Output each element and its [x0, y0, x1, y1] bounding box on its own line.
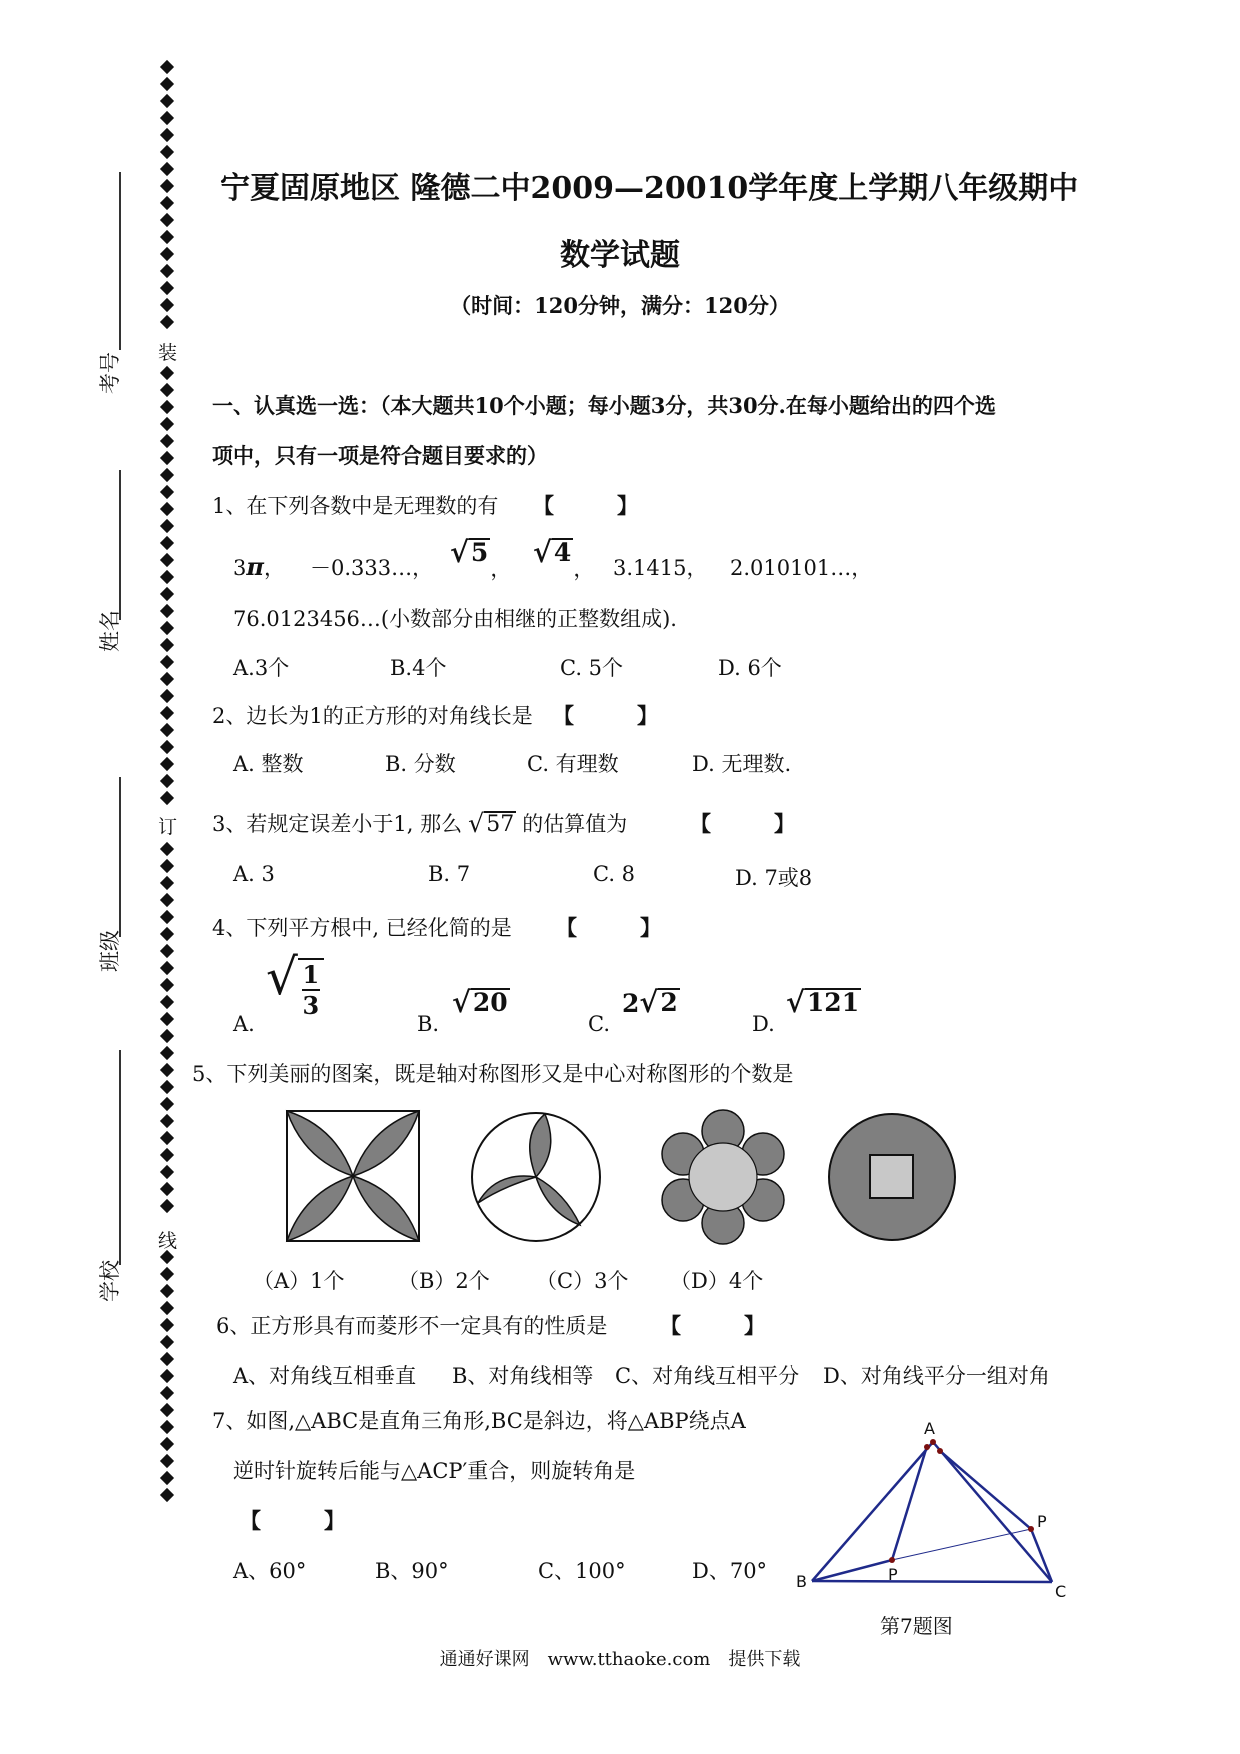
binding-diamond	[160, 927, 174, 941]
binding-diamond	[160, 910, 174, 924]
q1-option-c[interactable]: C. 5个	[560, 656, 624, 680]
label-a: A	[924, 1419, 935, 1438]
segment-p-p	[892, 1529, 1031, 1560]
q7-figure	[790, 1410, 1080, 1600]
q4-stem: 4、下列平方根中, 已经化简的是	[212, 916, 512, 940]
triangle-lines	[812, 1442, 1052, 1582]
binding-diamond	[160, 1369, 174, 1383]
exam-number-label: 考号	[98, 352, 122, 394]
q1-n4-sep: ，	[573, 557, 595, 581]
q5-option-b[interactable]: （B）2个	[398, 1269, 490, 1293]
binding-diamond	[160, 519, 174, 533]
name-line[interactable]	[119, 470, 121, 620]
label-p-right: P	[1037, 1512, 1047, 1531]
q4-label-b[interactable]: B.	[417, 1012, 440, 1036]
radical-icon: √	[786, 985, 805, 1019]
binding-diamond	[160, 842, 174, 856]
q5-figures	[270, 1105, 990, 1250]
q7-option-c[interactable]: C、100°	[538, 1559, 626, 1583]
binding-diamond	[160, 1386, 174, 1400]
binding-diamond	[160, 1097, 174, 1111]
q3-radicand: 57	[486, 811, 515, 837]
binding-diamond	[160, 655, 174, 669]
binding-diamond	[160, 961, 174, 975]
binding-diamond	[160, 1335, 174, 1349]
exam-subject-title: 数学试题	[560, 238, 680, 273]
binding-diamond	[160, 94, 174, 108]
binding-diamond	[160, 145, 174, 159]
q1-stem: 1、在下列各数中是无理数的有	[212, 494, 499, 518]
binding-diamond	[160, 1131, 174, 1145]
binding-diamond	[160, 774, 174, 788]
q4-b-radicand: 20	[472, 988, 508, 1017]
binding-diamond	[160, 383, 174, 397]
binding-diamond	[160, 706, 174, 720]
q6-stem: 6、正方形具有而菱形不一定具有的性质是	[216, 1314, 608, 1338]
q1-n3-sep: ，	[490, 557, 512, 581]
binding-diamond	[160, 757, 174, 771]
binding-diamond	[160, 944, 174, 958]
q4-a-denominator: 3	[302, 991, 320, 1020]
q5-stem: 5、下列美丽的图案，既是轴对称图形又是中心对称图形的个数是	[192, 1062, 794, 1086]
binding-diamond	[160, 162, 174, 176]
figure-coin[interactable]	[829, 1114, 955, 1240]
binding-diamond	[160, 1046, 174, 1060]
radical-icon: √	[450, 535, 469, 569]
binding-diamond	[160, 1471, 174, 1485]
binding-diamond	[160, 1114, 174, 1128]
binding-diamond	[160, 638, 174, 652]
q4-label-a[interactable]: A.	[233, 1012, 255, 1036]
q7-option-d[interactable]: D、70°	[692, 1559, 768, 1583]
q3-option-d[interactable]: D. 7或8	[735, 866, 813, 890]
q2-option-a[interactable]: A. 整数	[233, 752, 304, 776]
q3-stem-pre: 3、若规定误差小于1, 那么	[212, 812, 463, 836]
binding-diamond	[160, 1029, 174, 1043]
binding-diamond	[160, 791, 174, 805]
binding-diamond	[160, 1063, 174, 1077]
q1-number-31415: 3.1415，	[613, 556, 708, 580]
q4-a-numerator: 1	[302, 960, 320, 989]
binding-diamond	[160, 1267, 174, 1281]
q7-option-a[interactable]: A、60°	[233, 1559, 307, 1583]
binding-diamond	[160, 570, 174, 584]
exam-time-score: （时间：120分钟，满分：120分）	[450, 293, 790, 318]
binding-diamond	[160, 451, 174, 465]
binding-diamond	[160, 179, 174, 193]
binding-diamond	[160, 604, 174, 618]
binding-diamond	[160, 196, 174, 210]
q7-option-b[interactable]: B、90°	[375, 1559, 449, 1583]
q1-number-76: 76.0123456…(小数部分由相继的正整数组成).	[233, 607, 677, 631]
section-heading: 一、认真选一选：（本大题共10个小题；每小题3分，共30分.在每小题给出的四个选	[212, 393, 996, 418]
q1-n1-sep: ，	[263, 556, 285, 580]
binding-diamond	[160, 366, 174, 380]
pi-symbol: π	[246, 552, 264, 581]
binding-diamond	[160, 1437, 174, 1451]
q6-option-b[interactable]: B、对角线相等	[452, 1364, 594, 1388]
q1-option-b[interactable]: B.4个	[390, 656, 447, 680]
q7-figure-caption: 第7题图	[880, 1614, 953, 1638]
name-label: 姓名	[98, 610, 122, 652]
q2-option-b[interactable]: B. 分数	[385, 752, 456, 776]
q1-n4-radicand: 4	[553, 538, 572, 567]
q2-answer-bracket[interactable]: 【 】	[553, 703, 658, 728]
q1-number-sqrt4	[533, 535, 595, 581]
q6-option-a[interactable]: A、对角线互相垂直	[233, 1364, 417, 1388]
q2-option-d[interactable]: D. 无理数.	[692, 752, 792, 776]
binding-diamond	[160, 77, 174, 91]
q3-option-c[interactable]: C. 8	[593, 862, 636, 886]
q5-option-a[interactable]: （A）1个	[253, 1269, 345, 1293]
q4-c-coef: 2	[622, 989, 640, 1018]
class-label: 班级	[98, 930, 122, 972]
binding-label-ding: 订	[158, 816, 178, 838]
binding-diamond	[160, 400, 174, 414]
binding-diamond	[160, 1165, 174, 1179]
radical-icon: √	[452, 985, 471, 1019]
binding-diamond	[160, 740, 174, 754]
binding-diamond	[160, 1148, 174, 1162]
q1-number-sqrt5	[450, 535, 512, 581]
binding-diamond	[160, 60, 174, 74]
figure-flower[interactable]	[662, 1110, 784, 1244]
q3-option-a[interactable]: A. 3	[233, 862, 275, 886]
figure-square-petals[interactable]	[287, 1111, 419, 1241]
binding-diamond	[160, 995, 174, 1009]
q1-number-neg: －0.333…，	[310, 556, 434, 580]
radical-icon: √	[468, 808, 485, 838]
binding-diamond	[160, 1012, 174, 1026]
binding-diamond	[160, 128, 174, 142]
binding-label-xian: 线	[158, 1230, 178, 1252]
q3-option-b[interactable]: B. 7	[428, 862, 471, 886]
page-footer: 通通好课网 www.tthaoke.com 提供下载	[439, 1649, 801, 1670]
binding-diamond	[160, 978, 174, 992]
binding-diamond	[160, 553, 174, 567]
q5-option-d[interactable]: （D）4个	[670, 1269, 764, 1293]
radical-icon: √	[533, 535, 552, 569]
school-line[interactable]	[119, 1050, 121, 1265]
q3-answer-bracket[interactable]: 【 】	[690, 811, 795, 836]
binding-diamond	[160, 893, 174, 907]
binding-diamond	[160, 672, 174, 686]
binding-diamond	[160, 1352, 174, 1366]
binding-diamond	[160, 859, 174, 873]
q1-number-3pi	[233, 552, 285, 582]
binding-diamond	[160, 621, 174, 635]
radical-icon: √	[639, 985, 659, 1019]
section-heading-cont: 项中，只有一项是符合题目要求的）	[212, 443, 548, 468]
binding-diamond	[160, 723, 174, 737]
q5-option-c[interactable]: （C）3个	[536, 1269, 629, 1293]
binding-diamond	[160, 1420, 174, 1434]
q6-answer-bracket[interactable]: 【 】	[660, 1313, 765, 1338]
q1-n3-radicand: 5	[470, 538, 489, 567]
q4-label-c[interactable]: C.	[588, 1012, 610, 1036]
binding-diamond	[160, 213, 174, 227]
binding-diamond	[160, 689, 174, 703]
binding-diamond	[160, 1318, 174, 1332]
school-label: 学校	[98, 1260, 122, 1302]
q4-label-d[interactable]: D.	[752, 1012, 775, 1036]
binding-diamond	[160, 417, 174, 431]
q7-stem-cont: 逆时针旋转后能与△ACP′重合，则旋转角是	[233, 1459, 636, 1483]
label-b: B	[796, 1572, 807, 1591]
q7-stem: 7、如图,△ABC是直角三角形,BC是斜边，将△ABP绕点A	[212, 1409, 746, 1433]
label-p-inner: P	[888, 1565, 898, 1584]
binding-diamond	[160, 111, 174, 125]
binding-diamond	[160, 1488, 174, 1502]
binding-diamond	[160, 876, 174, 890]
q7-answer-bracket[interactable]: 【 】	[240, 1508, 345, 1533]
binding-diamond	[160, 468, 174, 482]
binding-label-zhuang: 装	[158, 342, 178, 364]
binding-diamond	[160, 1403, 174, 1417]
radical-icon: √	[266, 948, 298, 1006]
binding-diamond	[160, 1199, 174, 1213]
binding-diamond	[160, 587, 174, 601]
q3-stem-post: 的估算值为	[522, 812, 628, 836]
binding-diamond	[160, 536, 174, 550]
figure-circle-three-blades[interactable]	[472, 1113, 600, 1241]
q1-option-d[interactable]: D. 6个	[718, 656, 782, 680]
q3-stem	[212, 808, 627, 838]
q4-option-d[interactable]	[786, 985, 861, 1019]
binding-diamond	[160, 434, 174, 448]
q4-answer-bracket[interactable]: 【 】	[556, 915, 661, 940]
q1-option-a[interactable]: A.3个	[233, 656, 290, 680]
q4-option-b[interactable]	[452, 985, 510, 1019]
binding-diamond	[160, 502, 174, 516]
q4-d-radicand: 121	[806, 988, 860, 1017]
exam-title: 宁夏固原地区 隆德二中2009—20010学年度上学期八年级期中	[220, 171, 1079, 206]
q4-option-c[interactable]	[622, 985, 680, 1019]
q4-c-radicand: 2	[660, 988, 678, 1017]
binding-diamond	[160, 485, 174, 499]
label-c: C	[1055, 1582, 1067, 1600]
q6-option-c[interactable]: C、对角线互相平分	[615, 1364, 800, 1388]
q2-option-c[interactable]: C. 有理数	[527, 752, 619, 776]
class-line[interactable]	[119, 777, 121, 937]
q1-answer-bracket[interactable]: 【 】	[533, 493, 638, 518]
q1-number-2010101: 2.010101…，	[730, 556, 873, 580]
binding-diamond	[160, 1301, 174, 1315]
q4-option-a[interactable]	[266, 948, 324, 1020]
q1-n1-coef: 3	[233, 556, 247, 580]
binding-diamond	[160, 1080, 174, 1094]
binding-diamond	[160, 1284, 174, 1298]
q2-stem: 2、边长为1的正方形的对角线长是	[212, 704, 533, 728]
binding-diamond	[160, 1454, 174, 1468]
binding-diamond	[160, 1182, 174, 1196]
q6-option-d[interactable]: D、对角线平分一组对角	[823, 1364, 1050, 1388]
